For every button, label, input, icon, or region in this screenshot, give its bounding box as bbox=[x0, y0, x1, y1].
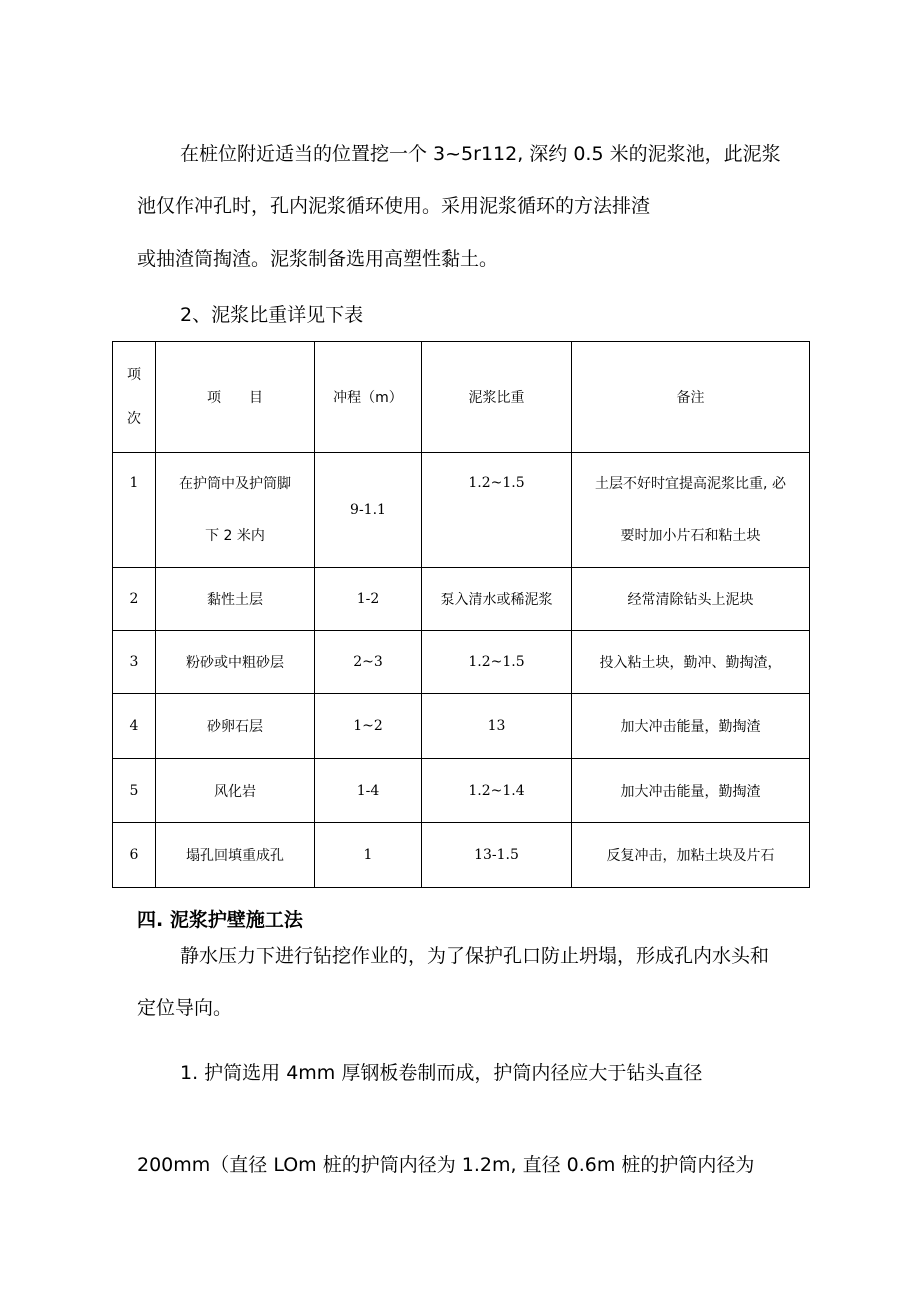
table-row bbox=[113, 823, 810, 888]
paragraph-line: 在桩位附近适当的位置挖一个 3~5r112, 深约 0.5 米的泥浆池，此泥浆 bbox=[180, 143, 781, 165]
section-heading: 四. 泥浆护壁施工法 bbox=[137, 909, 303, 931]
row-index: 4 bbox=[113, 694, 156, 759]
row-stroke: 1-2 bbox=[315, 568, 422, 631]
row-item: 砂卵石层 bbox=[156, 694, 315, 759]
row-item: 塌孔回填重成孔 bbox=[156, 823, 315, 888]
row-density: 1.2~1.5 bbox=[422, 453, 572, 568]
row-item: 风化岩 bbox=[156, 759, 315, 823]
paragraph-line: 或抽渣筒掏渣。泥浆制备选用高塑性黏土。 bbox=[137, 248, 499, 270]
row-note: 加大冲击能量，勤掏渣 bbox=[572, 694, 810, 759]
row-stroke: 1~2 bbox=[315, 694, 422, 759]
table-row bbox=[113, 694, 810, 759]
table-row bbox=[113, 759, 810, 823]
row-index: 1 bbox=[113, 453, 156, 568]
mud-density-table bbox=[112, 341, 810, 888]
paragraph-line: 200mm（直径 LOm 桩的护筒内径为 1.2m, 直径 0.6m 桩的护筒内径为 bbox=[137, 1154, 755, 1176]
paragraph-line: 定位导向。 bbox=[137, 997, 233, 1019]
row-note: 经常清除钻头上泥块 bbox=[572, 568, 810, 631]
table-row bbox=[113, 631, 810, 694]
row-item: 粉砂或中粗砂层 bbox=[156, 631, 315, 694]
paragraph-line: 池仅作冲孔时，孔内泥浆循环使用。采用泥浆循环的方法排渣 bbox=[137, 195, 651, 217]
row-note bbox=[572, 453, 810, 568]
row-density: 1.2~1.5 bbox=[422, 631, 572, 694]
header-item: 项 目 bbox=[156, 342, 315, 453]
paragraph-line: 静水压力下进行钻挖作业的，为了保护孔口防止坍塌，形成孔内水头和 bbox=[180, 945, 770, 967]
row-stroke: 9-1.1 bbox=[315, 453, 422, 568]
header-density: 泥浆比重 bbox=[422, 342, 572, 453]
row-density: 13 bbox=[422, 694, 572, 759]
table-row bbox=[113, 568, 810, 631]
row-note: 反复冲击，加粘土块及片石 bbox=[572, 823, 810, 888]
row-item bbox=[156, 453, 315, 568]
row-item-line: 在护筒中及护筒脚 bbox=[179, 476, 291, 492]
table-caption: 2、泥浆比重详见下表 bbox=[180, 304, 364, 326]
row-item: 黏性土层 bbox=[156, 568, 315, 631]
header-stroke: 冲程（m） bbox=[315, 342, 422, 453]
row-index: 5 bbox=[113, 759, 156, 823]
table-row bbox=[113, 453, 810, 568]
row-index: 2 bbox=[113, 568, 156, 631]
table-header-row bbox=[113, 342, 810, 453]
header-index bbox=[113, 342, 156, 453]
list-item: 1. 护筒选用 4mm 厚钢板卷制而成，护筒内径应大于钻头直径 bbox=[180, 1062, 703, 1084]
row-note-line: 要时加小片石和粘土块 bbox=[620, 528, 761, 544]
row-index: 3 bbox=[113, 631, 156, 694]
row-stroke: 1-4 bbox=[315, 759, 422, 823]
header-index-bottom: 次 bbox=[127, 411, 141, 427]
row-density: 泵入清水或稀泥浆 bbox=[422, 568, 572, 631]
row-stroke: 2~3 bbox=[315, 631, 422, 694]
row-item-line: 下 2 米内 bbox=[205, 528, 265, 544]
row-note: 加大冲击能量，勤掏渣 bbox=[572, 759, 810, 823]
row-note-line: 土层不好时宜提高泥浆比重, 必 bbox=[595, 476, 786, 492]
row-index: 6 bbox=[113, 823, 156, 888]
header-index-top: 项 bbox=[127, 367, 141, 383]
row-density: 1.2~1.4 bbox=[422, 759, 572, 823]
row-note: 投入粘土块，勤冲、勤掏渣， bbox=[572, 631, 810, 694]
row-stroke: 1 bbox=[315, 823, 422, 888]
row-density: 13-1.5 bbox=[422, 823, 572, 888]
header-note: 备注 bbox=[572, 342, 810, 453]
